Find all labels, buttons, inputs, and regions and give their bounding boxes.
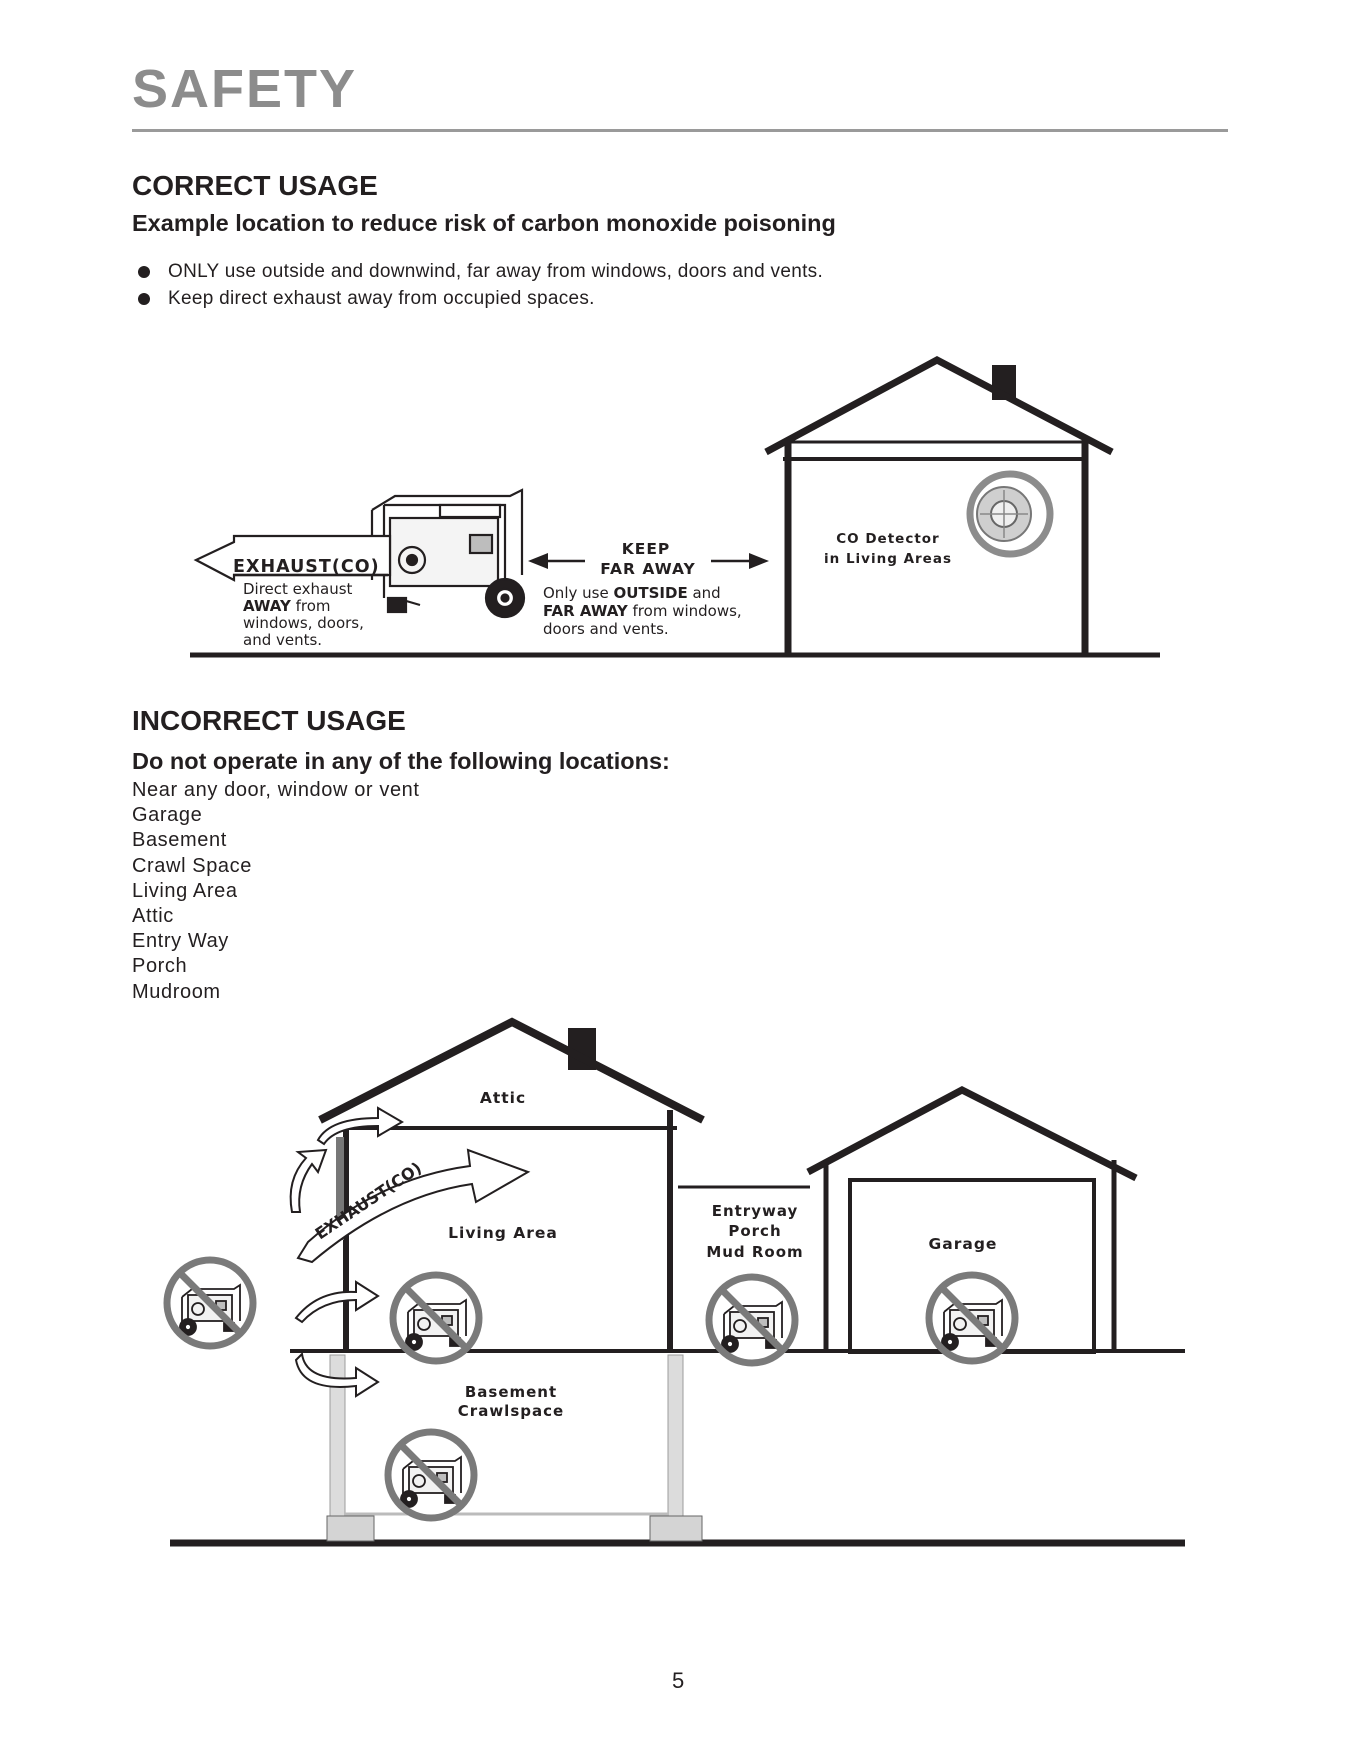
mud-room-label: Mud Room: [706, 1243, 804, 1261]
no-generator-living-area-icon: [393, 1275, 479, 1361]
location-item: Entry Way: [132, 930, 229, 953]
exhaust-note-line3: windows, doors,: [243, 614, 364, 632]
living-area-label: Living Area: [448, 1224, 558, 1242]
title-divider: [132, 129, 1228, 132]
location-item: Mudroom: [132, 980, 221, 1003]
porch-label: Porch: [728, 1222, 782, 1240]
correct-usage-illustration: [0, 330, 1361, 670]
forbidden-locations-list: [132, 778, 420, 1005]
location-item: Living Area: [132, 879, 238, 902]
incorrect-usage-illustration: [0, 1010, 1361, 1560]
no-generator-entryway-icon: [709, 1277, 795, 1363]
correct-usage-heading: CORRECT USAGE: [132, 170, 378, 201]
crawlspace-label: Crawlspace: [457, 1402, 565, 1420]
outside-note-line3: doors and vents.: [543, 620, 669, 638]
no-generator-basement-icon: [388, 1432, 474, 1518]
generator-icon: [372, 490, 524, 617]
outside-note-line1: Only use OUTSIDE and: [543, 584, 721, 602]
co-detector-icon: [970, 474, 1050, 554]
co-detector-label-line2: in Living Areas: [824, 551, 952, 567]
keep-label: KEEP: [621, 540, 671, 558]
page-number: 5: [672, 1668, 685, 1693]
bullet-item: ONLY use outside and downwind, far away from windows, doors and vents.: [132, 258, 823, 285]
no-generator-garage-icon: [929, 1275, 1015, 1361]
exhaust-note-line4: and vents.: [243, 631, 323, 649]
incorrect-usage-subheading: Do not operate in any of the following locations:: [132, 748, 670, 774]
location-item: Garage: [132, 804, 203, 827]
attic-label: Attic: [479, 1089, 527, 1107]
entryway-label: Entryway: [711, 1202, 799, 1220]
bullet-item: Keep direct exhaust away from occupied spaces.: [132, 285, 823, 312]
page-title: SAFETY: [132, 59, 358, 119]
far-away-label: FAR AWAY: [600, 560, 696, 578]
location-item: Porch: [132, 955, 188, 978]
exhaust-label: EXHAUST(CO): [311, 1158, 425, 1244]
exhaust-note-line1: Direct exhaust: [243, 580, 353, 598]
co-detector-label-line1: CO Detector: [836, 531, 940, 547]
location-item: Near any door, window or vent: [132, 779, 420, 801]
location-item: Basement: [132, 829, 227, 852]
exhaust-note-line2: AWAY from: [243, 597, 331, 615]
bullet-dot-icon: [138, 266, 150, 278]
outside-note-line2: FAR AWAY from windows,: [543, 602, 742, 620]
correct-usage-subheading: Example location to reduce risk of carbon monoxide poisoning: [132, 210, 836, 236]
bullet-dot-icon: [138, 293, 150, 305]
correct-usage-bullets: [132, 258, 823, 312]
location-item: Attic: [132, 904, 174, 927]
garage-label: Garage: [928, 1235, 998, 1253]
no-generator-near-vent-icon: [167, 1260, 253, 1346]
incorrect-usage-heading: INCORRECT USAGE: [132, 705, 406, 736]
basement-label: Basement: [464, 1383, 558, 1401]
exhaust-label: EXHAUST(CO): [233, 557, 380, 577]
location-item: Crawl Space: [132, 854, 252, 877]
house-icon: [766, 360, 1112, 655]
